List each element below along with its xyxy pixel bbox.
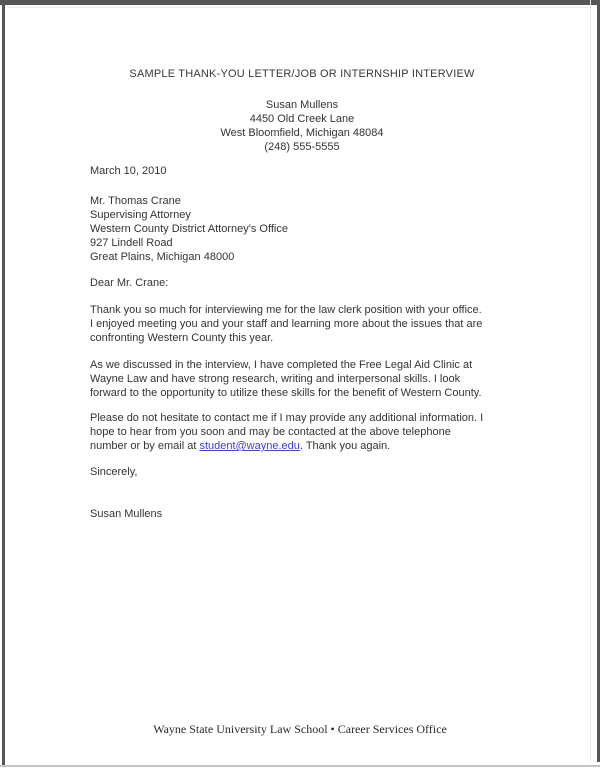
sender-name: Susan Mullens	[265, 99, 339, 111]
sender-phone: (248) 555-5555	[264, 141, 340, 153]
recipient-street: 927 Lindell Road	[90, 237, 173, 249]
paragraph-line: Wayne Law and have strong research, writing and interpersonal skills. I look	[90, 373, 461, 385]
letter-date: March 10, 2010	[90, 165, 167, 177]
signature-name: Susan Mullens	[90, 508, 163, 520]
letter-title: SAMPLE THANK-YOU LETTER/JOB OR INTERNSHIP INTERVIEW	[129, 68, 475, 80]
sender-street: 4450 Old Creek Lane	[249, 113, 355, 125]
page-frame-top-faint-line	[8, 7, 592, 8]
bottom-rule	[0, 765, 600, 767]
paragraph-line: Please do not hesitate to contact me if I may provide any additional information. I	[90, 412, 484, 424]
recipient-city: Great Plains, Michigan 48000	[90, 251, 235, 263]
closing: Sincerely,	[90, 466, 138, 478]
paragraph-line: As we discussed in the interview, I have completed the Free Legal Aid Clinic at	[90, 359, 473, 371]
contact-line-after: . Thank you again.	[299, 440, 391, 452]
sender-block	[90, 98, 514, 154]
paragraph-line: forward to the opportunity to utilize these skills for the benefit of Western County.	[90, 387, 482, 399]
paragraph-line-with-link	[90, 440, 390, 452]
paragraph-qualifications	[90, 358, 514, 400]
paragraph-line: Thank you so much for interviewing me for the law clerk position with your office.	[90, 304, 482, 316]
recipient-block	[90, 194, 514, 264]
paragraph-line: confronting Western County this year.	[90, 332, 274, 344]
salutation: Dear Mr. Crane:	[90, 277, 169, 289]
page-frame-left	[2, 0, 5, 766]
page-frame-top	[0, 0, 600, 5]
page-footer: Wayne State University Law School • Career Services Office	[153, 722, 447, 736]
paragraph-thank-you	[90, 303, 514, 345]
page-frame-right-faint-line	[590, 0, 591, 762]
recipient-title: Supervising Attorney	[90, 209, 191, 221]
paragraph-line: I enjoyed meeting you and your staff and learning more about the issues that are	[90, 318, 483, 330]
recipient-name: Mr. Thomas Crane	[90, 195, 181, 207]
paragraph-contact	[90, 411, 514, 453]
paragraph-line: hope to hear from you soon and may be contacted at the above telephone	[90, 426, 451, 438]
email-link[interactable]: student@wayne.edu	[199, 440, 300, 452]
recipient-organization: Western County District Attorney's Office	[90, 223, 288, 235]
contact-line-before: number or by email at	[90, 440, 200, 452]
sender-city: West Bloomfield, Michigan 48084	[220, 127, 384, 139]
